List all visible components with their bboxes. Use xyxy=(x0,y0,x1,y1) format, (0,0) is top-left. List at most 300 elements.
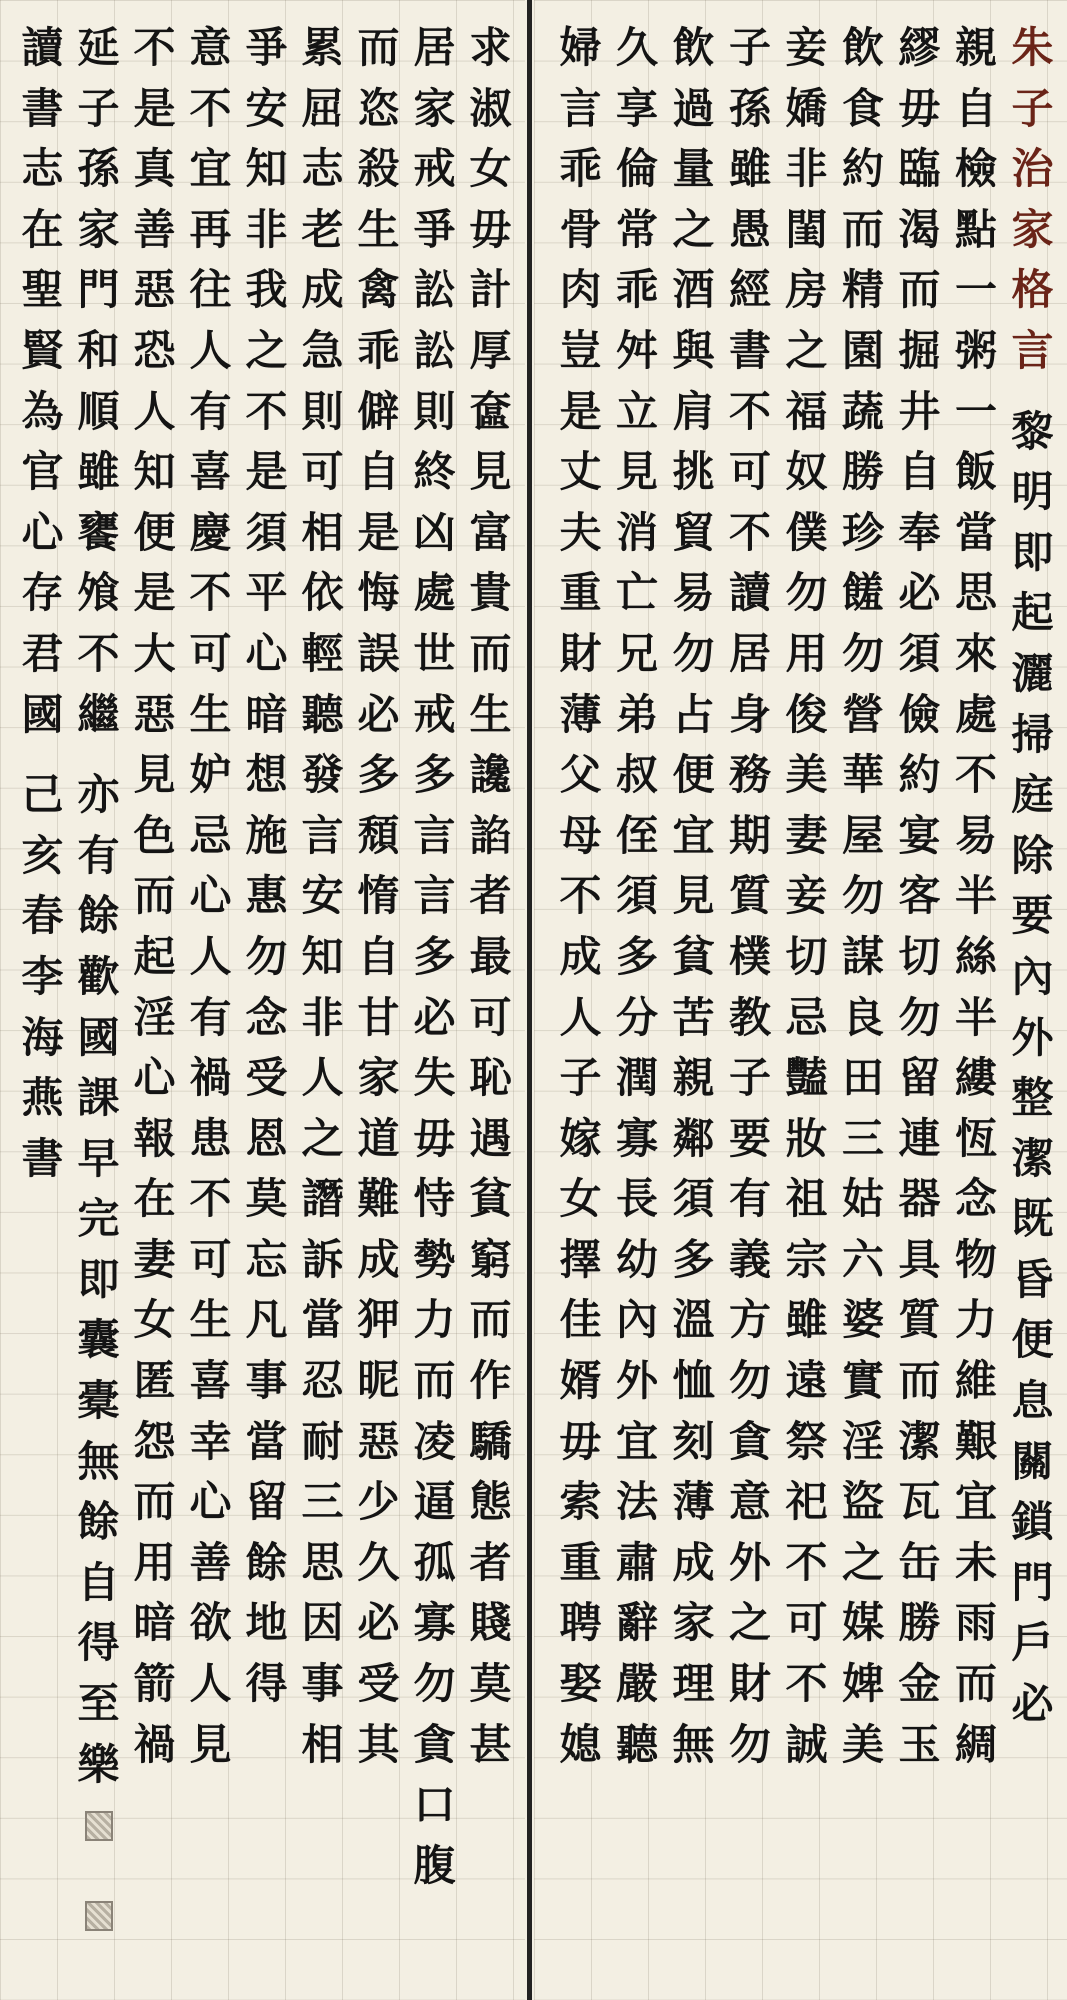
glyph: 平 xyxy=(245,568,288,618)
glyph: 須 xyxy=(615,871,658,921)
glyph: 殺 xyxy=(357,144,400,194)
glyph: 為 xyxy=(21,386,64,436)
glyph: 妾 xyxy=(785,871,828,921)
glyph: 其 xyxy=(357,1719,400,1769)
glyph: 厚 xyxy=(469,325,512,375)
glyph: 人 xyxy=(133,386,176,436)
glyph: 求 xyxy=(469,23,512,72)
glyph: 勿 xyxy=(898,992,941,1042)
glyph: 多 xyxy=(357,750,400,800)
glyph: 誤 xyxy=(357,628,400,678)
glyph: 雖 xyxy=(728,144,771,194)
glyph: 有 xyxy=(189,992,232,1042)
glyph: 溫 xyxy=(672,1295,715,1345)
glyph: 擇 xyxy=(559,1234,602,1284)
glyph: 妒 xyxy=(189,750,232,800)
glyph: 門 xyxy=(1011,1557,1054,1607)
glyph: 必 xyxy=(898,568,941,618)
glyph: 祀 xyxy=(785,1477,828,1527)
glyph: 者 xyxy=(469,1537,512,1587)
glyph: 發 xyxy=(301,750,344,800)
glyph: 嫁 xyxy=(559,1113,602,1163)
glyph: 志 xyxy=(21,144,64,194)
glyph: 內 xyxy=(615,1295,658,1345)
glyph: 留 xyxy=(245,1477,288,1527)
glyph: 凡 xyxy=(245,1295,288,1345)
glyph: 書 xyxy=(728,325,771,375)
glyph: 樸 xyxy=(728,931,771,981)
glyph: 分 xyxy=(615,992,658,1042)
glyph: 地 xyxy=(245,1598,288,1648)
glyph: 兄 xyxy=(615,628,658,678)
glyph: 有 xyxy=(77,830,120,880)
glyph: 惰 xyxy=(357,871,400,921)
glyph: 思 xyxy=(954,568,997,618)
glyph: 至 xyxy=(77,1679,120,1729)
glyph: 門 xyxy=(77,265,120,315)
glyph: 聽 xyxy=(301,689,344,739)
glyph: 訟 xyxy=(413,325,456,375)
glyph: 鎖 xyxy=(1011,1497,1054,1547)
glyph: 態 xyxy=(469,1477,512,1527)
glyph: 讀 xyxy=(728,568,771,618)
glyph: 因 xyxy=(301,1598,344,1648)
glyph: 毋 xyxy=(559,1416,602,1466)
glyph: 君 xyxy=(21,628,64,678)
left-panel-column-7 xyxy=(126,18,183,1775)
glyph: 寡 xyxy=(413,1598,456,1648)
glyph: 想 xyxy=(245,750,288,800)
glyph: 受 xyxy=(357,1659,400,1709)
glyph: 井 xyxy=(898,386,941,436)
glyph: 豈 xyxy=(559,325,602,375)
glyph: 食 xyxy=(841,83,884,133)
glyph: 朱 xyxy=(1011,23,1054,72)
glyph: 不 xyxy=(728,386,771,436)
glyph: 金 xyxy=(898,1659,941,1709)
glyph: 見 xyxy=(672,871,715,921)
glyph: 恩 xyxy=(245,1113,288,1163)
glyph: 子 xyxy=(728,23,771,72)
glyph: 勢 xyxy=(413,1234,456,1284)
glyph: 勿 xyxy=(728,1719,771,1769)
glyph: 與 xyxy=(672,325,715,375)
glyph: 務 xyxy=(728,750,771,800)
glyph: 窮 xyxy=(469,1234,512,1284)
glyph: 樂 xyxy=(77,1739,120,1789)
glyph: 閨 xyxy=(785,204,828,254)
glyph: 粥 xyxy=(954,325,997,375)
glyph: 庭 xyxy=(1011,770,1054,820)
glyph: 具 xyxy=(898,1234,941,1284)
glyph: 可 xyxy=(301,447,344,497)
glyph: 勿 xyxy=(413,1659,456,1709)
glyph: 實 xyxy=(841,1356,884,1406)
glyph: 己 xyxy=(21,770,64,820)
glyph: 瓦 xyxy=(898,1477,941,1527)
glyph: 不 xyxy=(189,1174,232,1224)
glyph: 約 xyxy=(841,144,884,194)
glyph: 貧 xyxy=(469,1174,512,1224)
glyph: 子 xyxy=(1011,83,1054,133)
glyph: 僻 xyxy=(357,386,400,436)
glyph: 安 xyxy=(301,871,344,921)
glyph: 嚴 xyxy=(615,1659,658,1709)
glyph: 肅 xyxy=(615,1537,658,1587)
glyph: 意 xyxy=(189,23,232,72)
glyph: 患 xyxy=(189,1113,232,1163)
glyph: 戒 xyxy=(413,144,456,194)
glyph: 屋 xyxy=(841,810,884,860)
glyph: 乖 xyxy=(615,265,658,315)
glyph: 喜 xyxy=(189,447,232,497)
glyph: 順 xyxy=(77,386,120,436)
glyph: 幼 xyxy=(615,1234,658,1284)
glyph: 驕 xyxy=(469,1416,512,1466)
glyph: 人 xyxy=(189,1659,232,1709)
glyph: 肩 xyxy=(672,386,715,436)
glyph: 潔 xyxy=(1011,1133,1054,1183)
seal-2-stamp xyxy=(85,1901,113,1931)
glyph: 世 xyxy=(413,628,456,678)
glyph: 囊 xyxy=(77,1315,120,1365)
glyph: 維 xyxy=(954,1356,997,1406)
glyph: 妾 xyxy=(785,23,828,72)
glyph: 來 xyxy=(954,628,997,678)
glyph: 便 xyxy=(133,507,176,557)
glyph: 慶 xyxy=(189,507,232,557)
glyph: 作 xyxy=(469,1356,512,1406)
glyph: 切 xyxy=(785,931,828,981)
glyph: 娶 xyxy=(559,1659,602,1709)
glyph: 譖 xyxy=(301,1174,344,1224)
glyph: 切 xyxy=(898,931,941,981)
glyph: 宜 xyxy=(189,144,232,194)
glyph: 孫 xyxy=(728,83,771,133)
glyph: 得 xyxy=(77,1618,120,1668)
glyph: 書 xyxy=(21,83,64,133)
glyph: 奉 xyxy=(898,507,941,557)
glyph: 器 xyxy=(898,1174,941,1224)
glyph: 妻 xyxy=(785,810,828,860)
glyph: 飧 xyxy=(77,568,120,618)
left-panel-column-3 xyxy=(350,18,407,1775)
glyph: 可 xyxy=(189,1234,232,1284)
glyph: 教 xyxy=(728,992,771,1042)
glyph: 處 xyxy=(954,689,997,739)
glyph: 既 xyxy=(1011,1194,1054,1244)
glyph: 惡 xyxy=(133,265,176,315)
glyph: 鄰 xyxy=(672,1113,715,1163)
glyph: 外 xyxy=(1011,1012,1054,1062)
glyph: 遇 xyxy=(469,1113,512,1163)
glyph: 淑 xyxy=(469,83,512,133)
glyph: 依 xyxy=(301,568,344,618)
glyph: 叔 xyxy=(615,750,658,800)
right-panel-column-7 xyxy=(665,18,722,1775)
glyph: 欲 xyxy=(189,1598,232,1648)
glyph: 之 xyxy=(301,1113,344,1163)
right-panel-column-2 xyxy=(948,18,1005,1775)
glyph: 知 xyxy=(133,447,176,497)
glyph: 悔 xyxy=(357,568,400,618)
glyph: 縷 xyxy=(954,1053,997,1103)
glyph: 重 xyxy=(559,568,602,618)
glyph: 居 xyxy=(413,23,456,72)
glyph: 須 xyxy=(672,1174,715,1224)
glyph: 掃 xyxy=(1011,709,1054,759)
glyph: 難 xyxy=(357,1174,400,1224)
glyph: 無 xyxy=(672,1719,715,1769)
glyph: 不 xyxy=(245,386,288,436)
glyph: 累 xyxy=(301,23,344,72)
glyph: 自 xyxy=(898,447,941,497)
glyph: 子 xyxy=(559,1053,602,1103)
glyph: 房 xyxy=(785,265,828,315)
glyph: 留 xyxy=(898,1053,941,1103)
glyph: 成 xyxy=(672,1537,715,1587)
glyph: 須 xyxy=(245,507,288,557)
glyph: 事 xyxy=(245,1356,288,1406)
glyph: 見 xyxy=(189,1719,232,1769)
glyph: 多 xyxy=(413,750,456,800)
glyph: 餘 xyxy=(77,1497,120,1547)
glyph: 用 xyxy=(133,1537,176,1587)
glyph: 艱 xyxy=(954,1416,997,1466)
glyph: 而 xyxy=(898,265,941,315)
glyph: 色 xyxy=(133,810,176,860)
glyph: 無 xyxy=(77,1436,120,1486)
glyph: 受 xyxy=(245,1053,288,1103)
glyph: 忌 xyxy=(189,810,232,860)
glyph: 人 xyxy=(189,325,232,375)
glyph: 課 xyxy=(77,1073,120,1123)
glyph: 家 xyxy=(1011,204,1054,254)
glyph: 莫 xyxy=(245,1174,288,1224)
glyph: 而 xyxy=(954,1659,997,1709)
glyph: 重 xyxy=(559,1537,602,1587)
glyph: 蔬 xyxy=(841,386,884,436)
glyph: 禽 xyxy=(357,265,400,315)
glyph: 是 xyxy=(357,507,400,557)
glyph: 戒 xyxy=(413,689,456,739)
glyph: 孫 xyxy=(77,144,120,194)
glyph: 生 xyxy=(357,204,400,254)
glyph: 臨 xyxy=(898,144,941,194)
glyph: 弟 xyxy=(615,689,658,739)
glyph: 妻 xyxy=(133,1234,176,1284)
right-panel-column-9 xyxy=(552,18,609,1775)
glyph: 家 xyxy=(77,204,120,254)
glyph: 客 xyxy=(898,871,941,921)
glyph: 姑 xyxy=(841,1174,884,1224)
glyph: 索 xyxy=(559,1477,602,1527)
glyph: 可 xyxy=(728,447,771,497)
glyph: 計 xyxy=(469,265,512,315)
glyph: 有 xyxy=(189,386,232,436)
glyph: 寡 xyxy=(615,1113,658,1163)
glyph: 約 xyxy=(898,750,941,800)
glyph: 不 xyxy=(954,750,997,800)
glyph: 治 xyxy=(1011,144,1054,194)
glyph: 享 xyxy=(615,83,658,133)
glyph: 貿 xyxy=(672,507,715,557)
glyph: 酒 xyxy=(672,265,715,315)
glyph: 婆 xyxy=(841,1295,884,1345)
glyph: 頹 xyxy=(357,810,400,860)
glyph: 饔 xyxy=(77,507,120,557)
glyph: 餘 xyxy=(77,891,120,941)
glyph: 貪 xyxy=(728,1416,771,1466)
glyph: 不 xyxy=(559,871,602,921)
glyph: 貴 xyxy=(469,568,512,618)
glyph: 言 xyxy=(1011,325,1054,375)
glyph: 惡 xyxy=(133,689,176,739)
glyph: 心 xyxy=(133,1053,176,1103)
glyph: 婦 xyxy=(559,23,602,72)
glyph: 久 xyxy=(615,23,658,72)
glyph: 勿 xyxy=(672,628,715,678)
glyph: 非 xyxy=(301,992,344,1042)
glyph: 易 xyxy=(954,810,997,860)
panel-divider xyxy=(525,0,534,2000)
glyph: 訴 xyxy=(301,1234,344,1284)
glyph: 骨 xyxy=(559,204,602,254)
glyph: 腹 xyxy=(413,1840,456,1890)
glyph: 倫 xyxy=(615,144,658,194)
glyph: 言 xyxy=(301,810,344,860)
right-panel-column-8 xyxy=(609,18,666,1775)
glyph: 明 xyxy=(1011,467,1054,517)
glyph: 有 xyxy=(728,1174,771,1224)
glyph: 訟 xyxy=(413,265,456,315)
glyph: 毋 xyxy=(898,83,941,133)
glyph: 用 xyxy=(785,628,828,678)
glyph: 而 xyxy=(413,1356,456,1406)
glyph: 要 xyxy=(728,1113,771,1163)
glyph: 便 xyxy=(672,750,715,800)
glyph: 父 xyxy=(559,750,602,800)
glyph: 祭 xyxy=(785,1416,828,1466)
glyph: 孤 xyxy=(413,1537,456,1587)
right-panel-column-1 xyxy=(1004,18,1061,1735)
glyph: 嬌 xyxy=(785,83,828,133)
glyph: 侄 xyxy=(615,810,658,860)
glyph: 當 xyxy=(245,1416,288,1466)
glyph: 善 xyxy=(133,204,176,254)
glyph: 薄 xyxy=(672,1477,715,1527)
glyph: 量 xyxy=(672,144,715,194)
glyph: 掘 xyxy=(898,325,941,375)
glyph: 匿 xyxy=(133,1356,176,1406)
glyph: 李 xyxy=(21,951,64,1001)
glyph: 可 xyxy=(189,628,232,678)
glyph: 心 xyxy=(245,628,288,678)
glyph: 諂 xyxy=(469,810,512,860)
glyph: 延 xyxy=(77,23,120,72)
glyph: 恃 xyxy=(413,1174,456,1224)
glyph: 當 xyxy=(301,1295,344,1345)
glyph: 方 xyxy=(728,1295,771,1345)
glyph: 急 xyxy=(301,325,344,375)
glyph: 富 xyxy=(469,507,512,557)
glyph: 營 xyxy=(841,689,884,739)
glyph: 成 xyxy=(559,931,602,981)
glyph: 志 xyxy=(301,144,344,194)
glyph: 整 xyxy=(1011,1073,1054,1123)
glyph: 占 xyxy=(672,689,715,739)
glyph: 乖 xyxy=(559,144,602,194)
glyph: 飯 xyxy=(954,447,997,497)
glyph: 外 xyxy=(615,1356,658,1406)
glyph: 亡 xyxy=(615,568,658,618)
glyph: 之 xyxy=(841,1537,884,1587)
glyph: 在 xyxy=(21,204,64,254)
glyph: 可 xyxy=(469,992,512,1042)
glyph: 勿 xyxy=(785,568,828,618)
glyph: 恣 xyxy=(357,83,400,133)
glyph: 宜 xyxy=(954,1477,997,1527)
glyph: 田 xyxy=(841,1053,884,1103)
glyph: 讀 xyxy=(21,23,64,72)
glyph: 往 xyxy=(189,265,232,315)
glyph: 半 xyxy=(954,992,997,1042)
glyph: 子 xyxy=(77,83,120,133)
glyph: 之 xyxy=(785,325,828,375)
glyph: 恆 xyxy=(954,1113,997,1163)
glyph: 貪 xyxy=(413,1719,456,1769)
glyph: 親 xyxy=(954,23,997,72)
glyph: 再 xyxy=(189,204,232,254)
glyph: 媳 xyxy=(559,1719,602,1769)
glyph: 勿 xyxy=(728,1356,771,1406)
glyph: 便 xyxy=(1011,1315,1054,1365)
glyph: 義 xyxy=(728,1234,771,1284)
glyph: 早 xyxy=(77,1133,120,1183)
glyph: 奩 xyxy=(469,386,512,436)
glyph: 戶 xyxy=(1011,1618,1054,1668)
glyph: 凌 xyxy=(413,1416,456,1466)
glyph: 是 xyxy=(245,447,288,497)
glyph: 苦 xyxy=(672,992,715,1042)
glyph: 渴 xyxy=(898,204,941,254)
glyph: 雨 xyxy=(954,1598,997,1648)
glyph: 而 xyxy=(898,1356,941,1406)
glyph: 誠 xyxy=(785,1719,828,1769)
glyph: 是 xyxy=(133,568,176,618)
glyph: 真 xyxy=(133,144,176,194)
glyph: 事 xyxy=(301,1659,344,1709)
glyph: 點 xyxy=(954,204,997,254)
glyph: 和 xyxy=(77,325,120,375)
glyph: 飲 xyxy=(672,23,715,72)
glyph: 妝 xyxy=(785,1113,828,1163)
glyph: 賢 xyxy=(21,325,64,375)
glyph: 毋 xyxy=(413,1113,456,1163)
glyph: 俊 xyxy=(785,689,828,739)
glyph: 勝 xyxy=(841,447,884,497)
glyph: 在 xyxy=(133,1174,176,1224)
glyph: 施 xyxy=(245,810,288,860)
glyph: 聘 xyxy=(559,1598,602,1648)
glyph: 而 xyxy=(357,23,400,72)
glyph: 饈 xyxy=(841,568,884,618)
glyph: 家 xyxy=(672,1598,715,1648)
glyph: 關 xyxy=(1011,1436,1054,1486)
glyph: 毋 xyxy=(469,204,512,254)
glyph: 甘 xyxy=(357,992,400,1042)
right-panel-column-4 xyxy=(835,18,892,1775)
